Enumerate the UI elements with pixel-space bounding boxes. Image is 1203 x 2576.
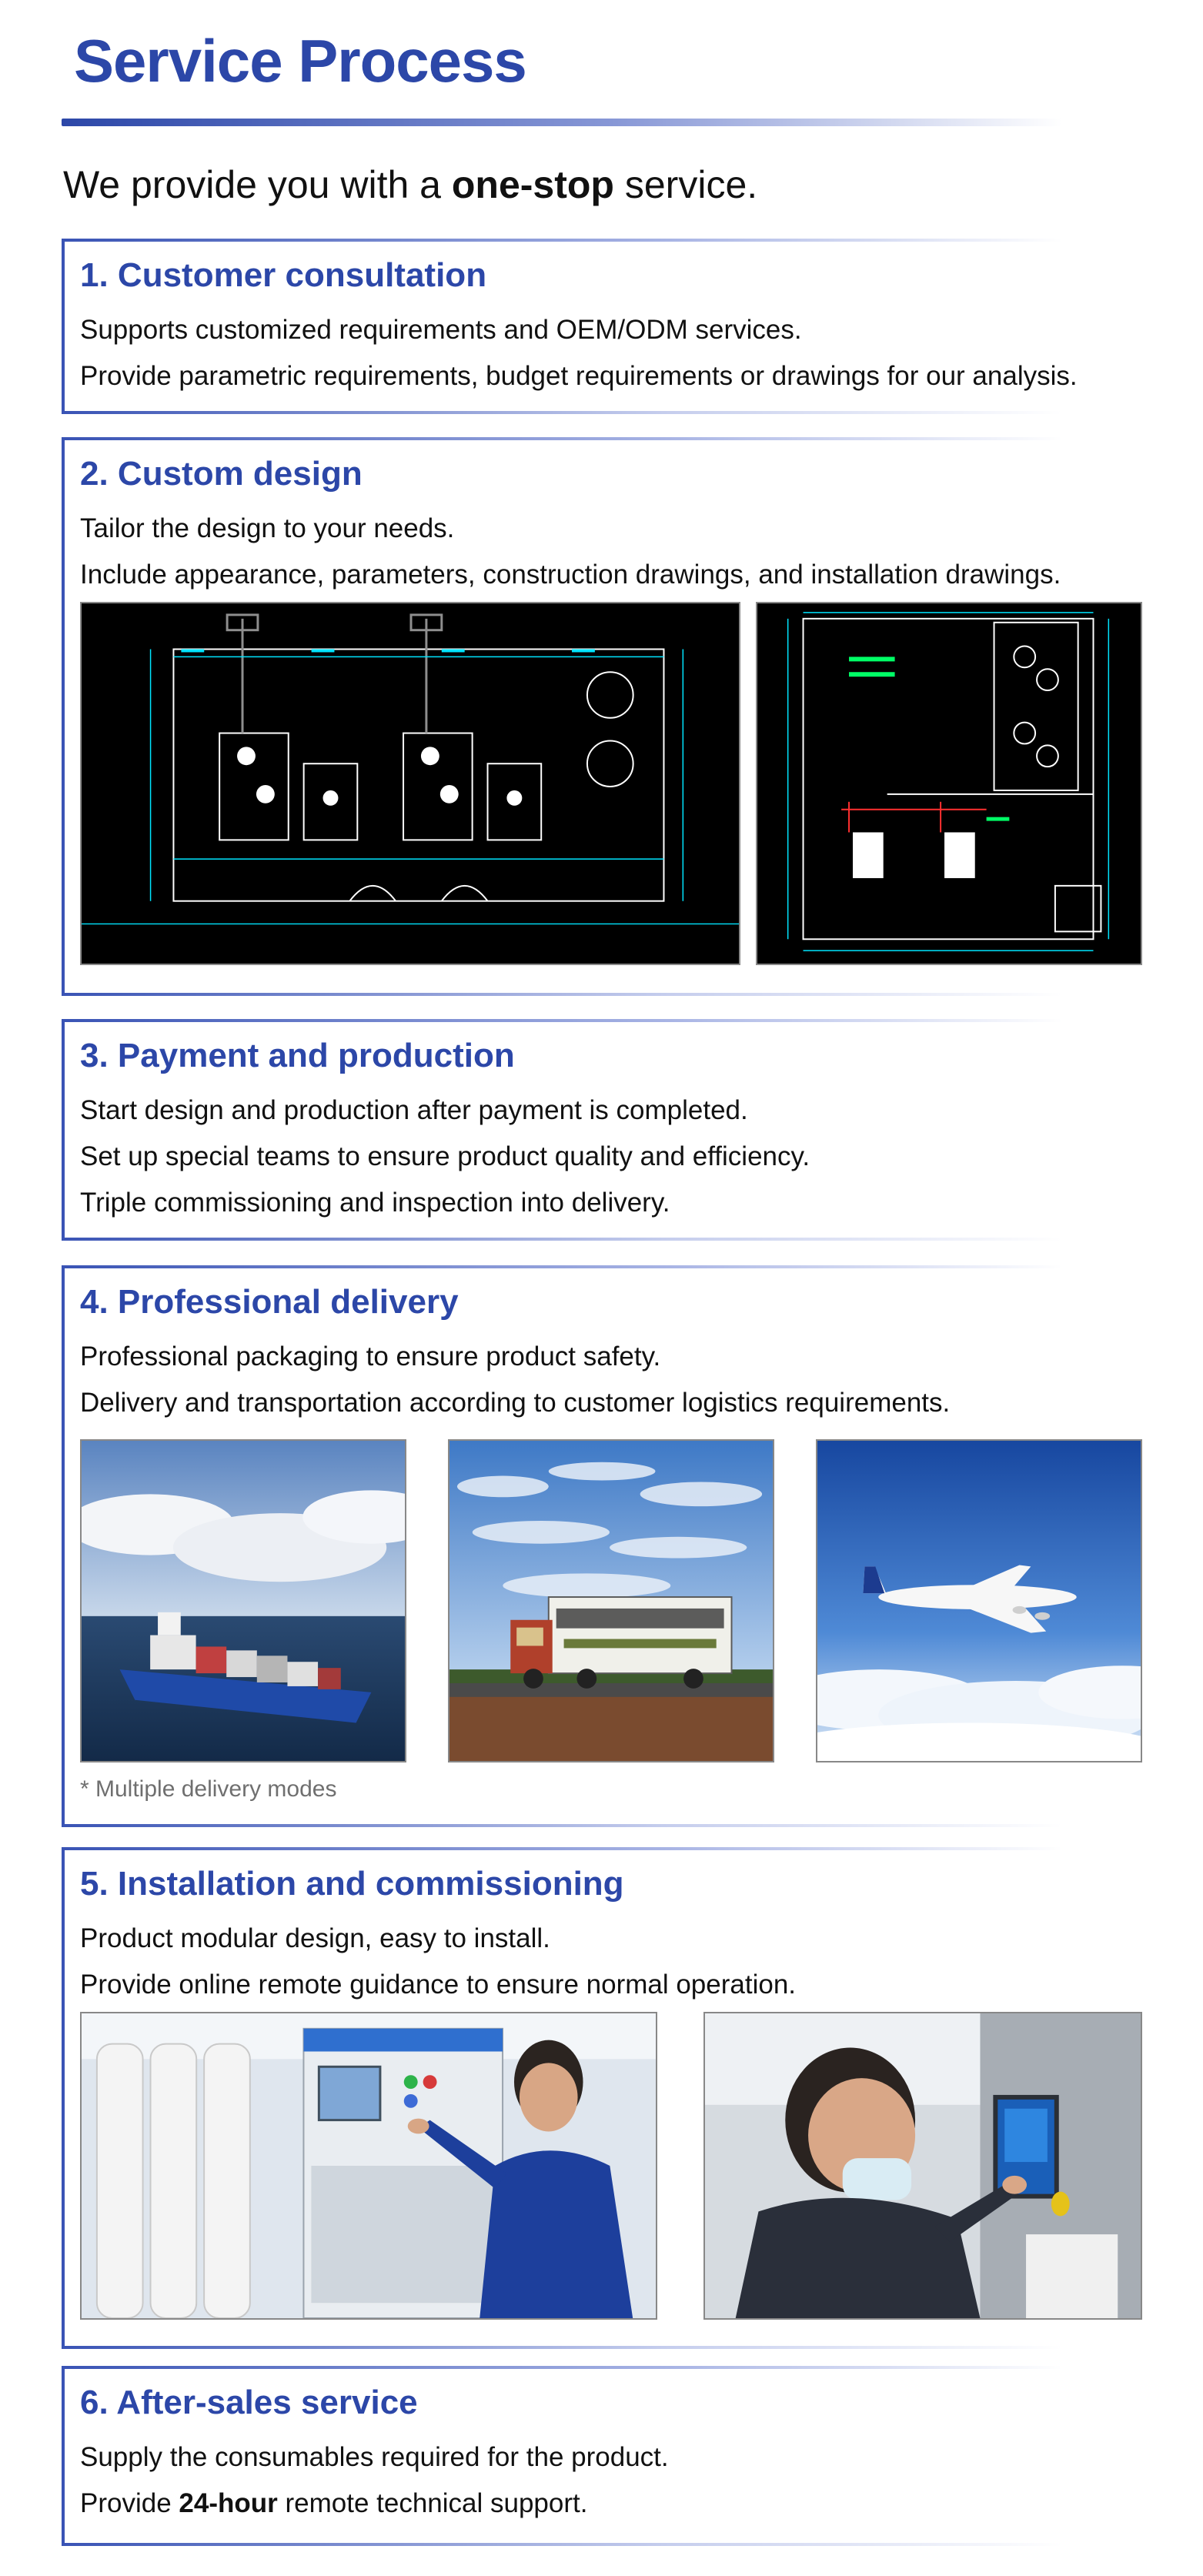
- section-line-support: [80, 2487, 587, 2520]
- technician-at-touchscreen-photo: [703, 2012, 1142, 2320]
- section-installation-commissioning: [62, 1847, 1062, 2349]
- section-line: Product modular design, easy to install.: [80, 1923, 550, 1953]
- section-custom-design: [62, 437, 1062, 996]
- technician-at-control-panel-photo: [80, 2012, 657, 2320]
- section-line: Supports customized requirements and OEM/ODM services.: [80, 315, 802, 345]
- support-post: remote technical support.: [277, 2488, 588, 2518]
- section-line: Provide online remote guidance to ensure normal operation.: [80, 1970, 797, 2000]
- intro-text: [63, 162, 757, 208]
- support-pre: Provide: [80, 2488, 179, 2518]
- section-line: Triple commissioning and inspection into delivery.: [80, 1188, 670, 1218]
- cargo-ship-photo: [80, 1439, 406, 1762]
- section-professional-delivery: [62, 1265, 1062, 1827]
- section-line: Start design and production after payment is completed.: [80, 1095, 748, 1125]
- section-line: Professional packaging to ensure product safety.: [80, 1341, 661, 1372]
- page-title: Service Process: [74, 27, 526, 95]
- intro-post: service.: [613, 163, 758, 206]
- intro-pre: We provide you with a: [63, 163, 452, 206]
- support-bold: 24-hour: [179, 2488, 278, 2518]
- delivery-truck-photo: [448, 1439, 774, 1762]
- section-line: Include appearance, parameters, construction drawings, and installation drawings.: [80, 560, 1061, 590]
- section-title: 5. Installation and commissioning: [80, 1865, 624, 1903]
- section-line: Set up special teams to ensure product quality and efficiency.: [80, 1141, 810, 1171]
- title-underline: [62, 119, 1062, 126]
- section-title: 1. Customer consultation: [80, 256, 487, 294]
- section-line: Tailor the design to your needs.: [80, 513, 455, 543]
- section-line: Supply the consumables required for the product.: [80, 2442, 669, 2472]
- intro-bold: one-stop: [451, 163, 614, 206]
- cad-installation-drawing: [756, 602, 1142, 965]
- section-line: Delivery and transportation according to customer logistics requirements.: [80, 1388, 951, 1418]
- section-line: Provide parametric requirements, budget requirements or drawings for our analysis.: [80, 361, 1078, 391]
- section-customer-consultation: [62, 239, 1078, 414]
- section-payment-production: [62, 1019, 1062, 1241]
- section-after-sales-service: [62, 2366, 1062, 2546]
- delivery-caption: * Multiple delivery modes: [80, 1776, 337, 1802]
- section-title: 4. Professional delivery: [80, 1283, 459, 1321]
- section-title: 6. After-sales service: [80, 2384, 418, 2421]
- section-title: 2. Custom design: [80, 455, 363, 493]
- airplane-photo: [816, 1439, 1142, 1762]
- cad-layout-drawing: [80, 602, 740, 965]
- section-title: 3. Payment and production: [80, 1037, 515, 1074]
